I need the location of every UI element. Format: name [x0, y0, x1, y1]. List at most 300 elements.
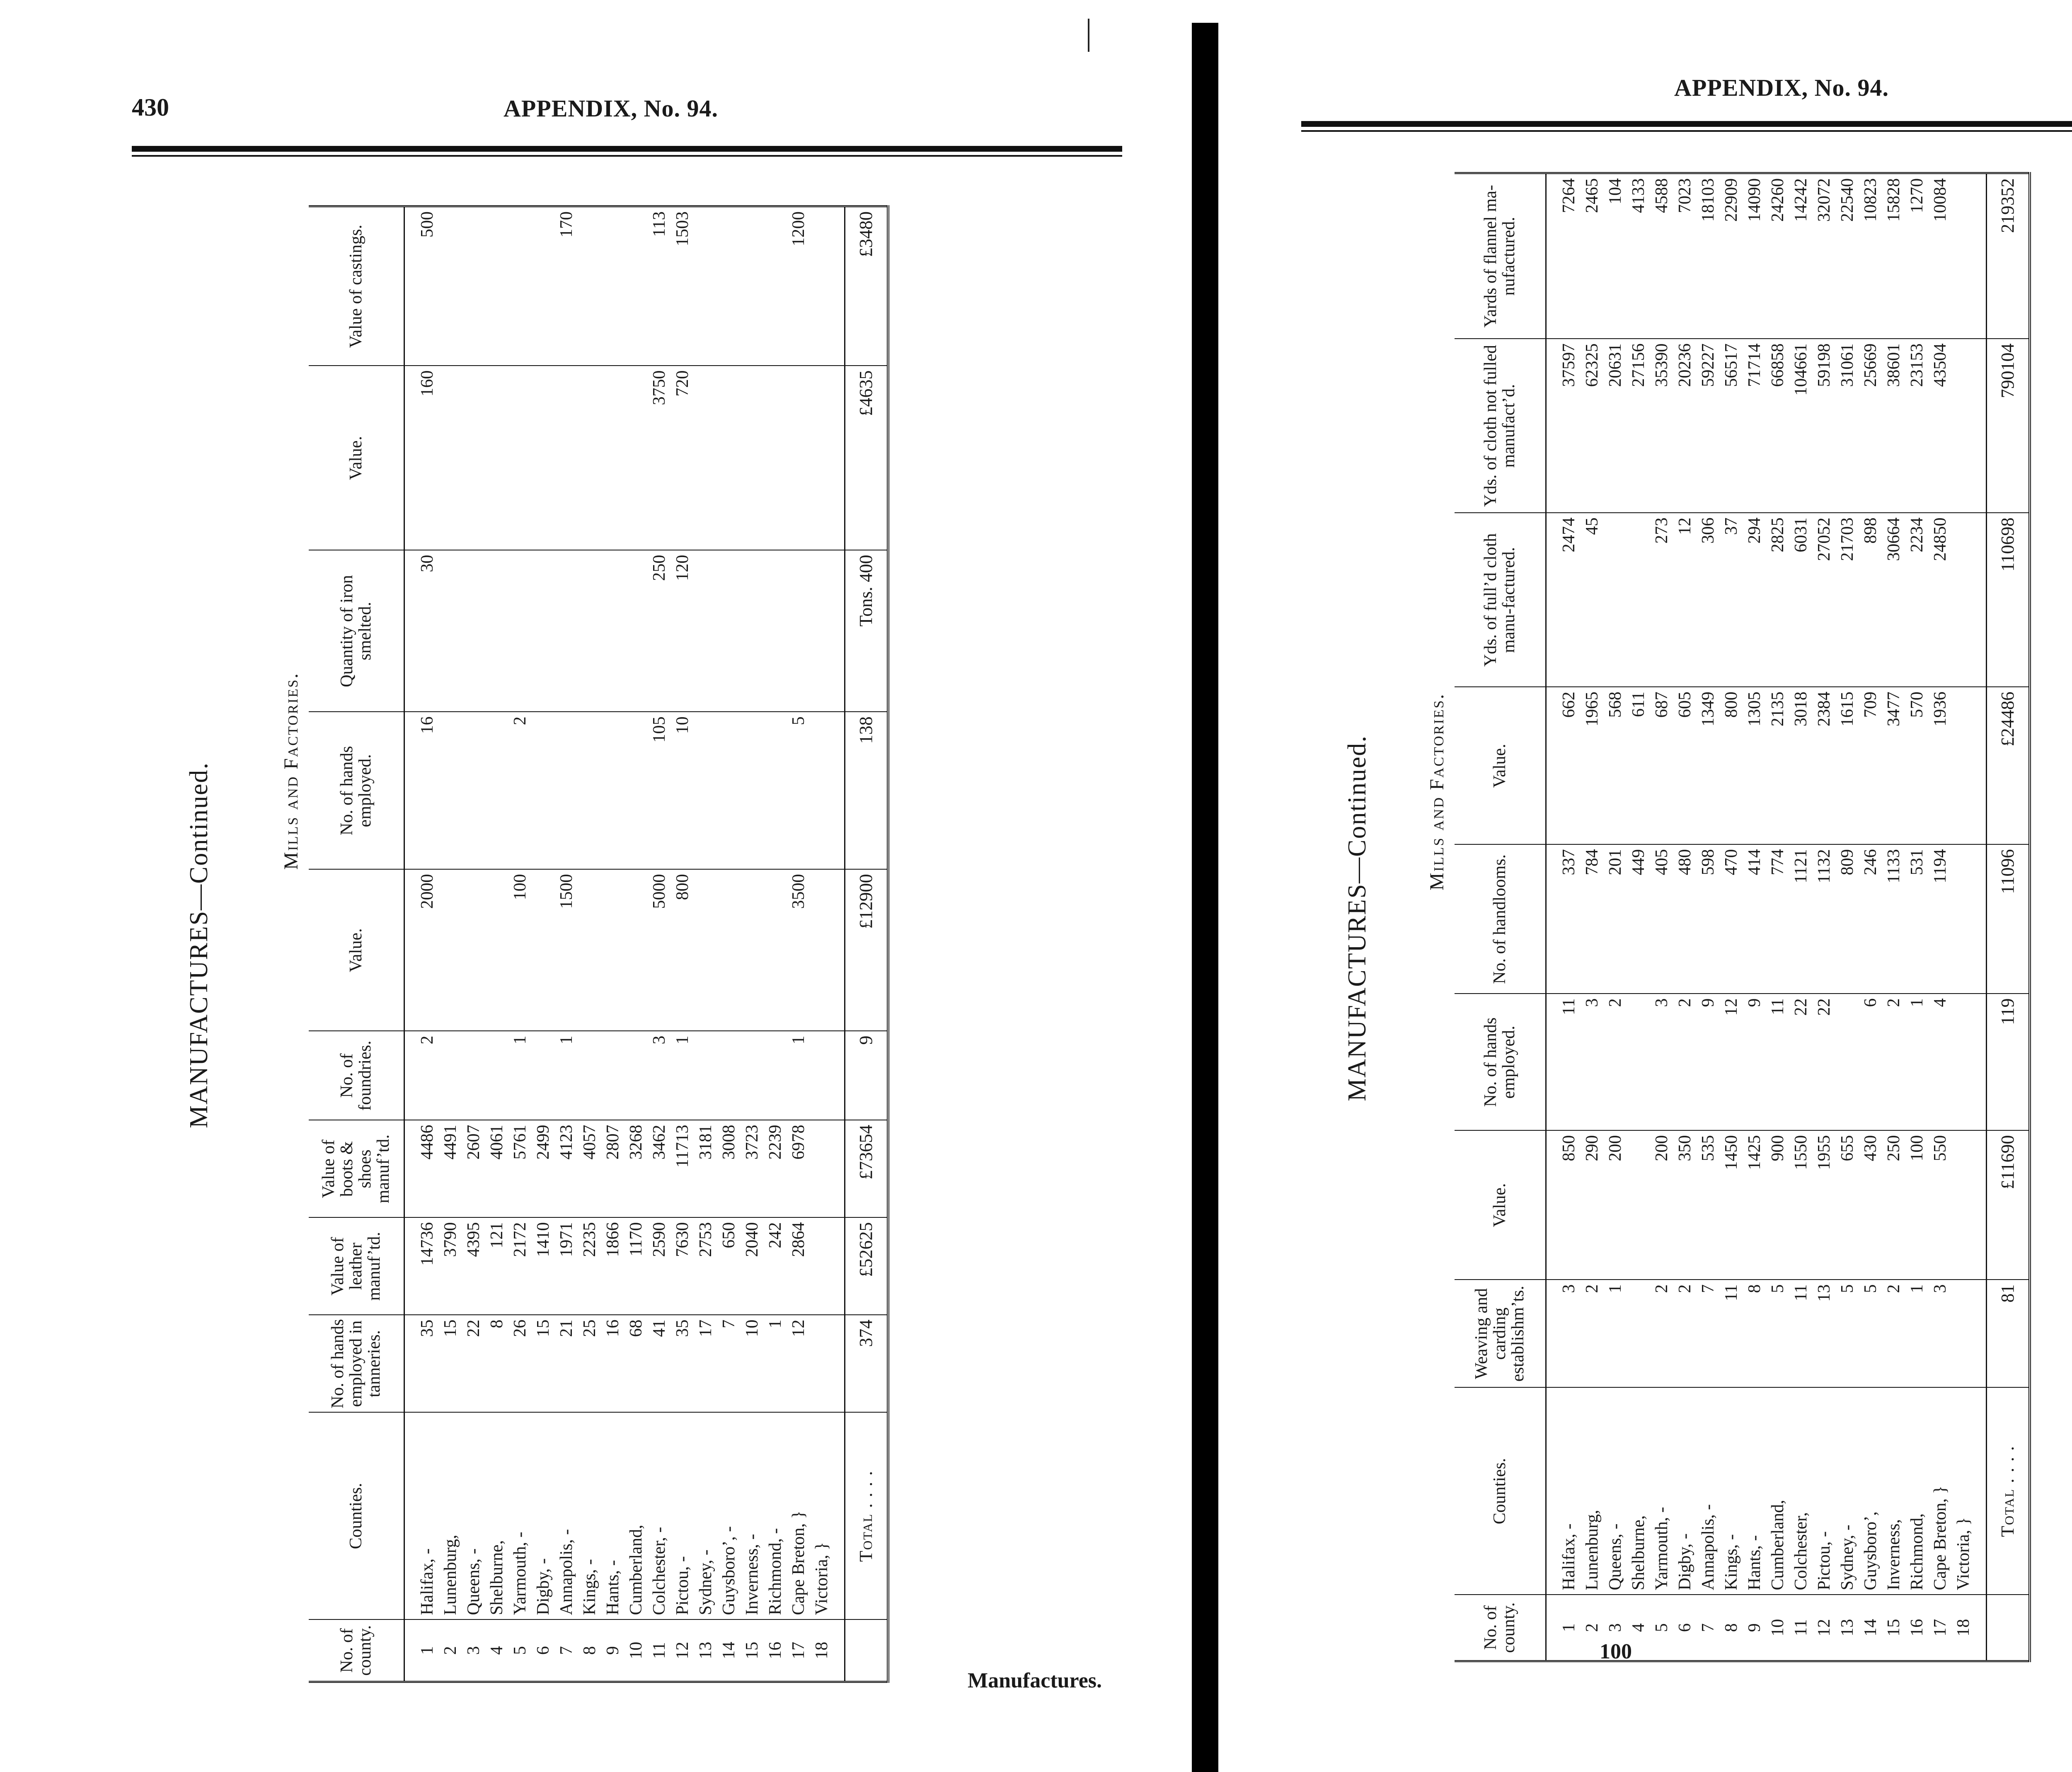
table-row [1952, 173, 1987, 1661]
value-cell: 570 [1905, 687, 1929, 845]
table-row [1627, 173, 1650, 1661]
value-cell: 170 [557, 211, 576, 238]
value-cell: 4057 [578, 1120, 601, 1218]
value-cell: 3018 [1789, 687, 1813, 845]
value-cell: 1133 [1882, 845, 1905, 994]
value-cell: 1 [764, 1315, 787, 1413]
value-cell: 1410 [532, 1218, 555, 1315]
value-cell [625, 366, 648, 550]
county-number-cell: 1 [1546, 1595, 1581, 1661]
value-cell: 784 [1581, 845, 1604, 994]
value-cell: 2384 [1813, 687, 1836, 845]
book-spine-gutter [1192, 23, 1218, 1772]
value-cell: 3790 [439, 1218, 462, 1315]
total-value-cell: 374 [845, 1315, 888, 1413]
value-cell [625, 870, 648, 1031]
value-cell [462, 366, 485, 550]
value-cell: 15 [532, 1315, 555, 1413]
value-cell [555, 712, 578, 870]
value-cell: 26 [508, 1315, 532, 1413]
value-cell: 30664 [1882, 513, 1905, 687]
value-cell [625, 712, 648, 870]
value-cell: 5 [1766, 1280, 1789, 1388]
value-cell [601, 550, 625, 712]
value-cell: 14736 [404, 1218, 439, 1315]
value-cell: 100 [1905, 1131, 1929, 1280]
value-cell [1952, 173, 1987, 339]
value-cell: 2474 [1546, 513, 1581, 687]
value-cell [810, 1218, 845, 1315]
county-name-cell: Cumberland, [1766, 1388, 1789, 1595]
value-cell: 294 [1743, 513, 1766, 687]
value-cell [810, 1315, 845, 1413]
total-value-cell [845, 1620, 888, 1682]
table-row [1697, 173, 1720, 1661]
value-cell: 38601 [1882, 339, 1905, 513]
value-cell: 23153 [1905, 339, 1929, 513]
table-row [717, 206, 741, 1682]
county-name-cell: Hants, - [1743, 1388, 1766, 1595]
county-number-cell: 14 [717, 1620, 741, 1682]
value-cell: 25669 [1859, 339, 1882, 513]
value-cell: 41 [648, 1315, 671, 1413]
value-cell: 2807 [601, 1120, 625, 1218]
table-row [578, 206, 601, 1682]
left-section-subtitle: Mills and Factories. [280, 672, 302, 870]
value-cell: 113 [649, 211, 669, 237]
value-cell: 43504 [1929, 339, 1952, 513]
value-cell: 66858 [1766, 339, 1789, 513]
county-name-cell: Yarmouth, - [508, 1413, 532, 1620]
value-cell: 16 [601, 1315, 625, 1413]
value-cell [578, 366, 601, 550]
value-cell: 5 [1836, 1280, 1859, 1388]
value-cell: 1936 [1929, 687, 1952, 845]
total-value-cell: 790104 [1986, 339, 2030, 513]
value-cell: 3723 [741, 1120, 764, 1218]
county-name-cell: Yarmouth, - [1650, 1388, 1673, 1595]
value-cell: 59198 [1813, 339, 1836, 513]
value-cell [717, 550, 741, 712]
county-name-cell: Victoria, } [810, 1413, 845, 1620]
value-cell: 7 [1697, 1280, 1720, 1388]
value-cell [508, 206, 532, 366]
county-number-cell: 4 [485, 1620, 508, 1682]
value-cell: 2607 [462, 1120, 485, 1218]
col-header: No. of county. [309, 1620, 404, 1682]
table-row [1604, 173, 1627, 1661]
value-cell [532, 366, 555, 550]
value-cell: 470 [1720, 845, 1743, 994]
value-cell: 3462 [648, 1120, 671, 1218]
table-row [648, 206, 671, 1682]
table-row [625, 206, 648, 1682]
col-header: Counties. [1455, 1388, 1546, 1595]
county-name-cell: Digby, - [1673, 1388, 1697, 1595]
value-cell: 250 [1882, 1131, 1905, 1280]
value-cell: 105 [648, 712, 671, 870]
table-row [694, 206, 717, 1682]
value-cell [1952, 513, 1987, 687]
left-footnote: Manufactures. [968, 1669, 1102, 1692]
value-cell: 4486 [404, 1120, 439, 1218]
value-cell: 2000 [404, 870, 439, 1031]
value-cell [741, 870, 764, 1031]
col-header: Weaving and carding establishm’ts. [1455, 1280, 1546, 1388]
value-cell [578, 712, 601, 870]
value-cell: 5 [1859, 1280, 1882, 1388]
table-row [508, 206, 532, 1682]
total-value-cell: 119 [1986, 994, 2030, 1131]
value-cell: 650 [717, 1218, 741, 1315]
value-cell: 17 [694, 1315, 717, 1413]
county-number-cell: 11 [648, 1620, 671, 1682]
value-cell [741, 206, 764, 366]
value-cell: 898 [1859, 513, 1882, 687]
value-cell: 21703 [1836, 513, 1859, 687]
table-row [1766, 173, 1789, 1661]
value-cell [601, 206, 625, 366]
value-cell: 3268 [625, 1120, 648, 1218]
value-cell: 568 [1604, 687, 1627, 845]
value-cell: 6031 [1789, 513, 1813, 687]
col-header: Counties. [309, 1413, 404, 1620]
table-row [764, 206, 787, 1682]
value-cell: 1132 [1813, 845, 1836, 994]
left-head-rule-thin [132, 155, 1122, 157]
total-label: Total . . . . [845, 1413, 888, 1620]
value-cell: 1170 [625, 1218, 648, 1315]
col-header: No. of hands employed in tanneries. [309, 1315, 404, 1413]
county-name-cell: Lunenburg, [439, 1413, 462, 1620]
value-cell [810, 1120, 845, 1218]
value-cell: 687 [1650, 687, 1673, 845]
value-cell: 1503 [673, 211, 692, 246]
value-cell: 20631 [1604, 339, 1627, 513]
value-cell [578, 870, 601, 1031]
value-cell: 7264 [1559, 178, 1578, 213]
value-cell [532, 550, 555, 712]
value-cell: 2 [1673, 1280, 1697, 1388]
value-cell: 2864 [787, 1218, 810, 1315]
county-number-cell: 1 [404, 1620, 439, 1682]
value-cell [694, 1031, 717, 1120]
value-cell: 2 [1673, 994, 1697, 1131]
value-cell [694, 870, 717, 1031]
value-cell: 20236 [1673, 339, 1697, 513]
value-cell: 4491 [439, 1120, 462, 1218]
value-cell: 3 [1650, 994, 1673, 1131]
value-cell: 1615 [1836, 687, 1859, 845]
county-number-cell: 2 [1581, 1595, 1604, 1661]
value-cell: 405 [1650, 845, 1673, 994]
value-cell [578, 1031, 601, 1120]
county-name-cell: Lunenburg, [1581, 1388, 1604, 1595]
value-cell: 1305 [1743, 687, 1766, 845]
value-cell [578, 550, 601, 712]
value-cell [439, 366, 462, 550]
value-cell [717, 366, 741, 550]
county-number-cell: 13 [1836, 1595, 1859, 1661]
county-number-cell: 12 [671, 1620, 694, 1682]
county-name-cell: Hants, - [601, 1413, 625, 1620]
value-cell: 1965 [1581, 687, 1604, 845]
value-cell [439, 1031, 462, 1120]
table-row [1882, 173, 1905, 1661]
county-number-cell: 17 [1929, 1595, 1952, 1661]
value-cell [601, 366, 625, 550]
value-cell: 350 [1673, 1131, 1697, 1280]
value-cell: 2234 [1905, 513, 1929, 687]
value-cell: 30 [404, 550, 439, 712]
county-name-cell: Queens, - [462, 1413, 485, 1620]
value-cell: 1194 [1929, 845, 1952, 994]
county-name-cell: Sydney, - [694, 1413, 717, 1620]
table-row [532, 206, 555, 1682]
right-section-subtitle: Mills and Factories. [1426, 693, 1448, 891]
value-cell: 2499 [532, 1120, 555, 1218]
value-cell: 430 [1859, 1131, 1882, 1280]
total-row [1986, 173, 2030, 1661]
county-name-cell: Guysboro’, - [717, 1413, 741, 1620]
value-cell: 8 [1743, 1280, 1766, 1388]
value-cell: 10823 [1861, 178, 1880, 222]
value-cell: 1 [555, 1031, 578, 1120]
value-cell [485, 1031, 508, 1120]
value-cell [787, 550, 810, 712]
value-cell: 11713 [671, 1120, 694, 1218]
value-cell [1952, 1280, 1987, 1388]
value-cell: 662 [1546, 687, 1581, 845]
value-cell: 2590 [648, 1218, 671, 1315]
county-name-cell: Richmond, [1905, 1388, 1929, 1595]
county-number-cell: 7 [1697, 1595, 1720, 1661]
county-name-cell: Pictou, - [1813, 1388, 1836, 1595]
value-cell: 12 [1720, 994, 1743, 1131]
value-cell [485, 550, 508, 712]
value-cell: 2465 [1582, 178, 1602, 213]
value-cell: 2 [1650, 1280, 1673, 1388]
county-number-cell: 10 [625, 1620, 648, 1682]
value-cell [764, 366, 787, 550]
value-cell [625, 550, 648, 712]
value-cell [625, 1031, 648, 1120]
county-number-cell: 7 [555, 1620, 578, 1682]
value-cell: 11 [1546, 994, 1581, 1131]
value-cell: 15 [439, 1315, 462, 1413]
col-header: Yds. of full’d cloth manu-factured. [1455, 513, 1546, 687]
value-cell: 1 [671, 1031, 694, 1120]
table-row [439, 206, 462, 1682]
total-value-cell: Tons. 400 [845, 550, 888, 712]
value-cell: 200 [1604, 1131, 1627, 1280]
col-header: Yds. of cloth not fulled manufact’d. [1455, 339, 1546, 513]
county-name-cell: Halifax, - [404, 1413, 439, 1620]
value-cell: 22 [1789, 994, 1813, 1131]
county-number-cell: 12 [1813, 1595, 1836, 1661]
value-cell: 2 [508, 712, 532, 870]
value-cell: 1200 [789, 211, 808, 246]
value-cell [694, 712, 717, 870]
total-value-cell: £24486 [1986, 687, 2030, 845]
col-header: Value of boots & shoes manuf’td. [309, 1120, 404, 1218]
value-cell: 35390 [1650, 339, 1673, 513]
right-head-rule-thin [1301, 130, 2072, 132]
total-value-cell: 138 [845, 712, 888, 870]
value-cell [764, 550, 787, 712]
left-head-rule [132, 146, 1122, 152]
value-cell: 24850 [1929, 513, 1952, 687]
value-cell [741, 1031, 764, 1120]
value-cell: 45 [1581, 513, 1604, 687]
col-header: No. of handlooms. [1455, 845, 1546, 994]
table-row [1859, 173, 1882, 1661]
county-number-cell: 6 [532, 1620, 555, 1682]
value-cell [1952, 339, 1987, 513]
value-cell [810, 366, 845, 550]
table-row [1720, 173, 1743, 1661]
county-number-cell: 5 [1650, 1595, 1673, 1661]
value-cell [625, 206, 648, 366]
table-row [1905, 173, 1929, 1661]
value-cell: 62325 [1581, 339, 1604, 513]
value-cell [532, 712, 555, 870]
value-cell [485, 206, 508, 366]
county-number-cell: 9 [601, 1620, 625, 1682]
value-cell [532, 1031, 555, 1120]
total-value-cell: £73654 [845, 1120, 888, 1218]
value-cell: 800 [1720, 687, 1743, 845]
value-cell: 550 [1929, 1131, 1952, 1280]
left-manufactures-table [309, 205, 889, 1683]
county-number-cell: 11 [1789, 1595, 1813, 1661]
value-cell: 14242 [1791, 178, 1811, 222]
table-row [1836, 173, 1859, 1661]
value-cell: 200 [1650, 1131, 1673, 1280]
value-cell: 37597 [1546, 339, 1581, 513]
value-cell: 68 [625, 1315, 648, 1413]
value-cell [1952, 845, 1987, 994]
value-cell: 12 [787, 1315, 810, 1413]
total-row [845, 206, 888, 1682]
county-number-cell: 9 [1743, 1595, 1766, 1661]
total-value-cell: £3480 [845, 206, 888, 366]
value-cell: 10084 [1930, 178, 1950, 222]
value-cell: 16 [404, 712, 439, 870]
value-cell: 500 [417, 211, 437, 238]
left-page-number: 430 [132, 94, 169, 121]
value-cell: 35 [404, 1315, 439, 1413]
col-header: No. of foundries. [309, 1031, 404, 1120]
value-cell: 290 [1581, 1131, 1604, 1280]
county-number-cell: 5 [508, 1620, 532, 1682]
value-cell: 1866 [601, 1218, 625, 1315]
table-row [1650, 173, 1673, 1661]
value-cell: 104661 [1789, 339, 1813, 513]
value-cell: 13 [1813, 1280, 1836, 1388]
county-name-cell: Cape Breton, } [1929, 1388, 1952, 1595]
value-cell [601, 1031, 625, 1120]
value-cell: 21 [555, 1315, 578, 1413]
table-row [1813, 173, 1836, 1661]
value-cell [578, 206, 601, 366]
county-name-cell: Kings, - [578, 1413, 601, 1620]
county-number-cell: 8 [1720, 1595, 1743, 1661]
col-header: No. of county. [1455, 1595, 1546, 1661]
value-cell [462, 550, 485, 712]
county-number-cell: 16 [1905, 1595, 1929, 1661]
value-cell: 11 [1789, 1280, 1813, 1388]
table-row [1546, 173, 1581, 1661]
county-name-cell: Shelburne, [1627, 1388, 1650, 1595]
value-cell [1627, 994, 1650, 1131]
value-cell: 27156 [1627, 339, 1650, 513]
col-header: Value of leather manuf’td. [309, 1218, 404, 1315]
value-cell: 22540 [1837, 178, 1857, 222]
value-cell [1627, 513, 1650, 687]
county-number-cell: 18 [1952, 1595, 1987, 1661]
value-cell: 3500 [787, 870, 810, 1031]
county-number-cell: 10 [1766, 1595, 1789, 1661]
value-cell: 414 [1743, 845, 1766, 994]
county-name-cell: Annapolis, - [555, 1413, 578, 1620]
right-rotated-block [1343, 174, 2072, 1662]
county-number-cell: 8 [578, 1620, 601, 1682]
county-name-cell: Halifax, - [1546, 1388, 1581, 1595]
value-cell [462, 870, 485, 1031]
binding-mark [1088, 19, 1089, 52]
value-cell [485, 712, 508, 870]
county-number-cell: 13 [694, 1620, 717, 1682]
county-number-cell: 2 [439, 1620, 462, 1682]
col-header: Value. [1455, 687, 1546, 845]
county-name-cell: Victoria, } [1952, 1388, 1987, 1595]
value-cell: 531 [1905, 845, 1929, 994]
value-cell [810, 550, 845, 712]
value-cell [439, 712, 462, 870]
value-cell: 1270 [1907, 178, 1927, 213]
value-cell [810, 870, 845, 1031]
table-row [1581, 173, 1604, 1661]
value-cell [555, 550, 578, 712]
value-cell: 4 [1929, 994, 1952, 1131]
value-cell: 2825 [1766, 513, 1789, 687]
table-row [462, 206, 485, 1682]
value-cell: 4588 [1652, 178, 1671, 213]
table-row [741, 206, 764, 1682]
value-cell: 10 [741, 1315, 764, 1413]
value-cell [764, 206, 787, 366]
county-name-cell: Sydney, - [1836, 1388, 1859, 1595]
table-row [485, 206, 508, 1682]
col-header: Quantity of iron smelted. [309, 550, 404, 712]
value-cell [764, 712, 787, 870]
county-name-cell: Kings, - [1720, 1388, 1743, 1595]
value-cell: 3 [1929, 1280, 1952, 1388]
right-page-mark: 100 [1600, 1640, 1632, 1663]
value-cell: 22 [1813, 994, 1836, 1131]
value-cell: 1 [508, 1031, 532, 1120]
value-cell: 32072 [1814, 178, 1834, 222]
value-cell [717, 206, 741, 366]
value-cell: 800 [671, 870, 694, 1031]
total-value-cell: 219352 [1986, 173, 2030, 339]
value-cell: 242 [764, 1218, 787, 1315]
table-row [671, 206, 694, 1682]
county-name-cell: Cape Breton, } [787, 1413, 810, 1620]
value-cell: 104 [1605, 178, 1625, 204]
value-cell: 2 [1581, 1280, 1604, 1388]
